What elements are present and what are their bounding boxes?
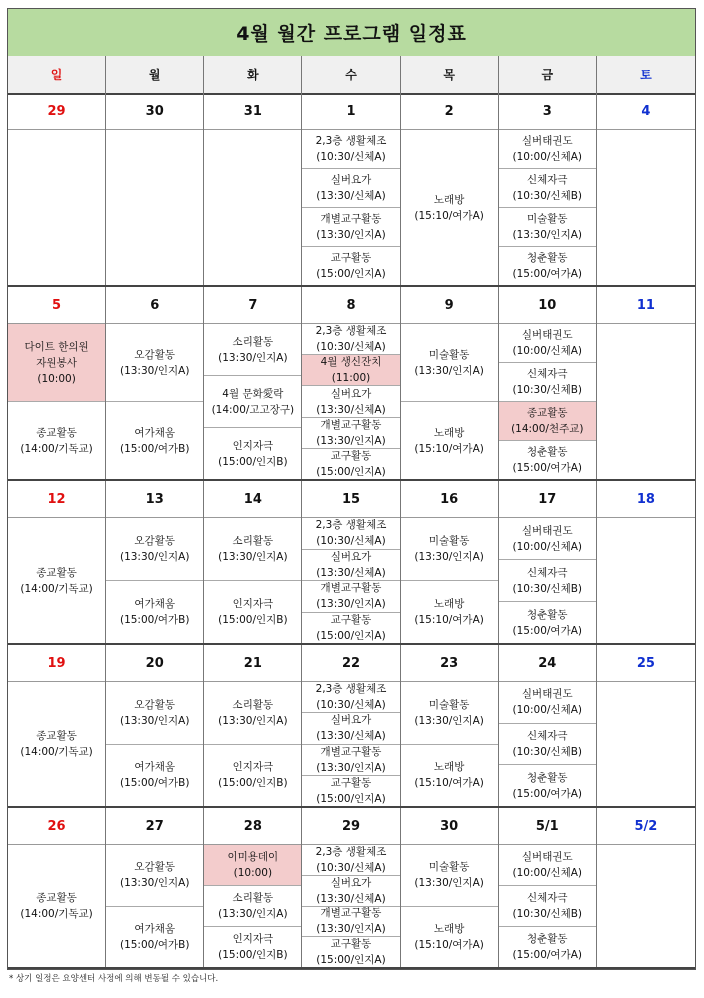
program-list <box>499 845 596 967</box>
program-list <box>106 324 203 479</box>
program-list <box>302 130 399 285</box>
program-list <box>302 324 399 479</box>
date-number: 15 <box>302 481 399 518</box>
day-cell <box>106 93 204 285</box>
program-list <box>597 518 695 643</box>
program-entry: 신체자극 (10:30/신체B) <box>499 169 596 208</box>
day-cell <box>401 93 499 285</box>
program-entry: 실버태권도 (10:00/신체A) <box>499 845 596 886</box>
program-list <box>204 682 301 806</box>
program-entry: 실버태권도 (10:00/신체A) <box>499 682 596 724</box>
program-entry: 미술활동 (13:30/인지A) <box>401 324 498 402</box>
date-number: 11 <box>597 287 695 324</box>
program-entry: 종교활동 (14:00/기독교) <box>20 426 93 455</box>
program-list <box>302 845 399 967</box>
program-entry: 교구활동 (15:00/인지A) <box>316 252 386 280</box>
program-entry: 소리활동 (13:30/인지A) <box>204 324 301 376</box>
date-number: 27 <box>106 808 203 845</box>
weekday-header-1: 월 <box>106 56 204 93</box>
date-number: 14 <box>204 481 301 518</box>
program-entry: 인지자극 (15:00/인지B) <box>218 439 288 468</box>
program-entry: 청춘활동 (15:00/여가A) <box>512 933 582 961</box>
program-list <box>106 130 203 285</box>
program-list <box>204 845 301 967</box>
day-cell <box>597 808 695 967</box>
program-entry: 교구활동 (15:00/인지A) <box>316 449 386 478</box>
program-entry: 2,3층 생활체조 (10:30/신체A) <box>302 845 399 876</box>
program-entry: 실버태권도 (10:00/신체A) <box>499 518 596 560</box>
date-number: 7 <box>204 287 301 324</box>
program-entry: 미술활동 (13:30/인지A) <box>401 518 498 581</box>
program-entry: 미술활동 (13:30/인지A) <box>499 208 596 247</box>
date-number: 25 <box>597 645 695 682</box>
date-number: 26 <box>8 808 105 845</box>
program-list <box>8 130 105 285</box>
date-number: 29 <box>8 93 105 130</box>
day-cell <box>499 287 597 479</box>
date-number: 5/2 <box>597 808 695 845</box>
program-entry: 노래방 (15:10/여가A) <box>414 922 484 951</box>
program-list <box>204 518 301 643</box>
week-row <box>8 93 695 287</box>
weekday-header-3: 수 <box>302 56 400 93</box>
day-cell <box>8 287 106 479</box>
date-number: 8 <box>302 287 399 324</box>
date-number: 19 <box>8 645 105 682</box>
program-entry: 소리활동 (13:30/인지A) <box>204 886 301 927</box>
program-list <box>8 518 105 643</box>
date-number: 29 <box>302 808 399 845</box>
day-cell <box>302 481 400 643</box>
day-cell <box>204 93 302 285</box>
day-cell <box>8 808 106 967</box>
day-cell <box>401 287 499 479</box>
day-cell <box>204 287 302 479</box>
program-entry: 미술활동 (13:30/인지A) <box>401 845 498 907</box>
program-entry: 여가채움 (15:00/여가B) <box>119 426 190 455</box>
day-cell <box>106 481 204 643</box>
program-entry: 노래방 (15:10/여가A) <box>414 426 484 455</box>
day-cell <box>106 645 204 806</box>
program-list <box>597 324 695 479</box>
program-list <box>597 682 695 806</box>
program-entry: 교구활동 (15:00/인지A) <box>316 938 386 967</box>
day-cell <box>106 287 204 479</box>
program-entry: 신체자극 (10:30/신체B) <box>499 886 596 927</box>
program-entry: 신체자극 (10:30/신체B) <box>499 724 596 766</box>
program-entry: 실버태권도 (10:00/신체A) <box>499 324 596 363</box>
program-list <box>401 324 498 479</box>
program-entry: 인지자극 (15:00/인지B) <box>218 933 288 961</box>
date-number: 10 <box>499 287 596 324</box>
day-cell <box>597 645 695 806</box>
program-entry: 인지자극 (15:00/인지B) <box>218 598 288 626</box>
program-entry: 청춘활동 (15:00/여가A) <box>512 608 582 637</box>
day-cell <box>8 481 106 643</box>
page-title: 4월 월간 프로그램 일정표 <box>8 9 695 57</box>
program-entry: 실버요가 (13:30/신체A) <box>302 386 399 417</box>
day-cell <box>499 481 597 643</box>
date-number: 23 <box>401 645 498 682</box>
program-list <box>8 845 105 967</box>
program-entry: 노래방 (15:10/여가A) <box>414 761 484 790</box>
program-list <box>401 845 498 967</box>
program-list <box>401 682 498 806</box>
date-number: 16 <box>401 481 498 518</box>
program-list <box>302 518 399 643</box>
special-event: 이미용데이 (10:00) <box>204 845 301 886</box>
date-number: 2 <box>401 93 498 130</box>
date-number: 18 <box>597 481 695 518</box>
program-list <box>499 682 596 806</box>
date-number: 6 <box>106 287 203 324</box>
date-number: 20 <box>106 645 203 682</box>
program-entry: 개별교구활동 (13:30/인지A) <box>302 418 399 449</box>
program-entry: 2,3층 생활체조 (10:30/신체A) <box>302 518 399 550</box>
date-number: 3 <box>499 93 596 130</box>
program-entry: 청춘활동 (15:00/여가A) <box>512 771 582 800</box>
date-number: 21 <box>204 645 301 682</box>
footnote: * 상기 일정은 요양센터 사정에 의해 변동될 수 있습니다. <box>9 974 219 984</box>
program-entry: 신체자극 (10:30/신체B) <box>499 363 596 402</box>
day-cell <box>499 808 597 967</box>
day-cell <box>499 93 597 285</box>
day-cell <box>401 808 499 967</box>
date-number: 30 <box>401 808 498 845</box>
program-entry: 미술활동 (13:30/인지A) <box>401 682 498 745</box>
date-number: 12 <box>8 481 105 518</box>
program-entry: 여가채움 (15:00/여가B) <box>119 922 190 951</box>
week-row <box>8 287 695 481</box>
program-list <box>597 845 695 967</box>
program-entry: 2,3층 생활체조 (10:30/신체A) <box>302 682 399 713</box>
program-entry: 교구활동 (15:00/인지A) <box>316 613 386 642</box>
weekday-header-6: 토 <box>640 68 652 82</box>
date-number: 4 <box>597 93 695 130</box>
program-entry: 실버요가 (13:30/신체A) <box>302 713 399 744</box>
day-cell <box>597 287 695 479</box>
program-list <box>204 324 301 479</box>
weekday-header-2: 화 <box>204 56 302 93</box>
day-cell <box>204 808 302 967</box>
program-list <box>302 682 399 806</box>
date-number: 1 <box>302 93 399 130</box>
program-entry: 2,3층 생활체조 (10:30/신체A) <box>302 130 399 169</box>
program-entry: 교구활동 (15:00/인지A) <box>316 776 386 805</box>
program-entry: 여가채움 (15:00/여가B) <box>119 761 190 790</box>
week-row <box>8 645 695 808</box>
day-cell <box>499 645 597 806</box>
day-cell <box>8 645 106 806</box>
weekday-header-row <box>8 56 695 95</box>
day-cell <box>597 481 695 643</box>
program-entry: 실버요가 (13:30/신체A) <box>302 550 399 582</box>
program-list <box>106 845 203 967</box>
program-entry: 종교활동 (14:00/기독교) <box>20 566 93 595</box>
day-cell <box>302 808 400 967</box>
program-list <box>401 518 498 643</box>
program-entry: 청춘활동 (15:00/여가A) <box>512 446 582 474</box>
program-list <box>8 682 105 806</box>
date-number: 31 <box>204 93 301 130</box>
program-list <box>499 130 596 285</box>
program-list <box>499 518 596 643</box>
schedule-sheet <box>7 8 696 970</box>
weekday-header-0: 일 <box>8 56 106 93</box>
day-cell <box>204 645 302 806</box>
day-cell <box>302 645 400 806</box>
program-entry: 신체자극 (10:30/신체B) <box>499 560 596 602</box>
program-entry: 오감활동 (13:30/인지A) <box>106 324 203 402</box>
day-cell <box>401 645 499 806</box>
weekday-header-5: 금 <box>499 56 597 93</box>
special-event: 종교활동 (14:00/천주교) <box>499 402 596 441</box>
program-entry: 개별교구활동 (13:30/인지A) <box>302 208 399 247</box>
program-entry: 소리활동 (13:30/인지A) <box>204 682 301 745</box>
day-cell <box>204 481 302 643</box>
week-row <box>8 808 695 969</box>
program-entry: 개별교구활동 (13:30/인지A) <box>302 581 399 613</box>
program-entry: 2,3층 생활체조 (10:30/신체A) <box>302 324 399 355</box>
date-number: 5 <box>8 287 105 324</box>
program-entry: 실버요가 (13:30/신체A) <box>302 169 399 208</box>
program-entry: 노래방 (15:10/여가A) <box>414 193 484 222</box>
special-event: 다이트 한의원 자원봉사 (10:00) <box>8 324 105 402</box>
program-entry: 오감활동 (13:30/인지A) <box>106 518 203 581</box>
program-list <box>401 130 498 285</box>
program-list <box>106 682 203 806</box>
special-event: 4월 생신잔치 (11:00) <box>302 355 399 386</box>
day-cell <box>8 93 106 285</box>
date-number: 13 <box>106 481 203 518</box>
program-entry: 4월 문화愛락 (14:00/고고장구) <box>204 376 301 428</box>
day-cell <box>302 93 400 285</box>
day-cell <box>597 93 695 285</box>
program-entry: 오감활동 (13:30/인지A) <box>106 845 203 907</box>
date-number: 24 <box>499 645 596 682</box>
program-list <box>106 518 203 643</box>
weekday-header-4: 목 <box>401 56 499 93</box>
program-entry: 노래방 (15:10/여가A) <box>414 598 484 626</box>
day-cell <box>302 287 400 479</box>
date-number: 5/1 <box>499 808 596 845</box>
day-cell <box>401 481 499 643</box>
date-number: 17 <box>499 481 596 518</box>
date-number: 9 <box>401 287 498 324</box>
program-list <box>8 324 105 479</box>
program-list <box>204 130 301 285</box>
program-entry: 인지자극 (15:00/인지B) <box>218 761 288 790</box>
program-entry: 소리활동 (13:30/인지A) <box>204 518 301 581</box>
program-entry: 개별교구활동 (13:30/인지A) <box>302 745 399 776</box>
program-entry: 개별교구활동 (13:30/인지A) <box>302 907 399 938</box>
program-entry: 실버태권도 (10:00/신체A) <box>499 130 596 169</box>
program-entry: 청춘활동 (15:00/여가A) <box>512 252 582 280</box>
program-entry: 종교활동 (14:00/기독교) <box>20 892 93 920</box>
date-number: 28 <box>204 808 301 845</box>
program-list <box>499 324 596 479</box>
program-list <box>597 130 695 285</box>
day-cell <box>106 808 204 967</box>
program-entry: 실버요가 (13:30/신체A) <box>302 876 399 907</box>
date-number: 22 <box>302 645 399 682</box>
date-number: 30 <box>106 93 203 130</box>
program-entry: 종교활동 (14:00/기독교) <box>20 730 93 758</box>
program-entry: 오감활동 (13:30/인지A) <box>106 682 203 745</box>
program-entry: 여가채움 (15:00/여가B) <box>119 598 190 626</box>
week-row <box>8 481 695 645</box>
